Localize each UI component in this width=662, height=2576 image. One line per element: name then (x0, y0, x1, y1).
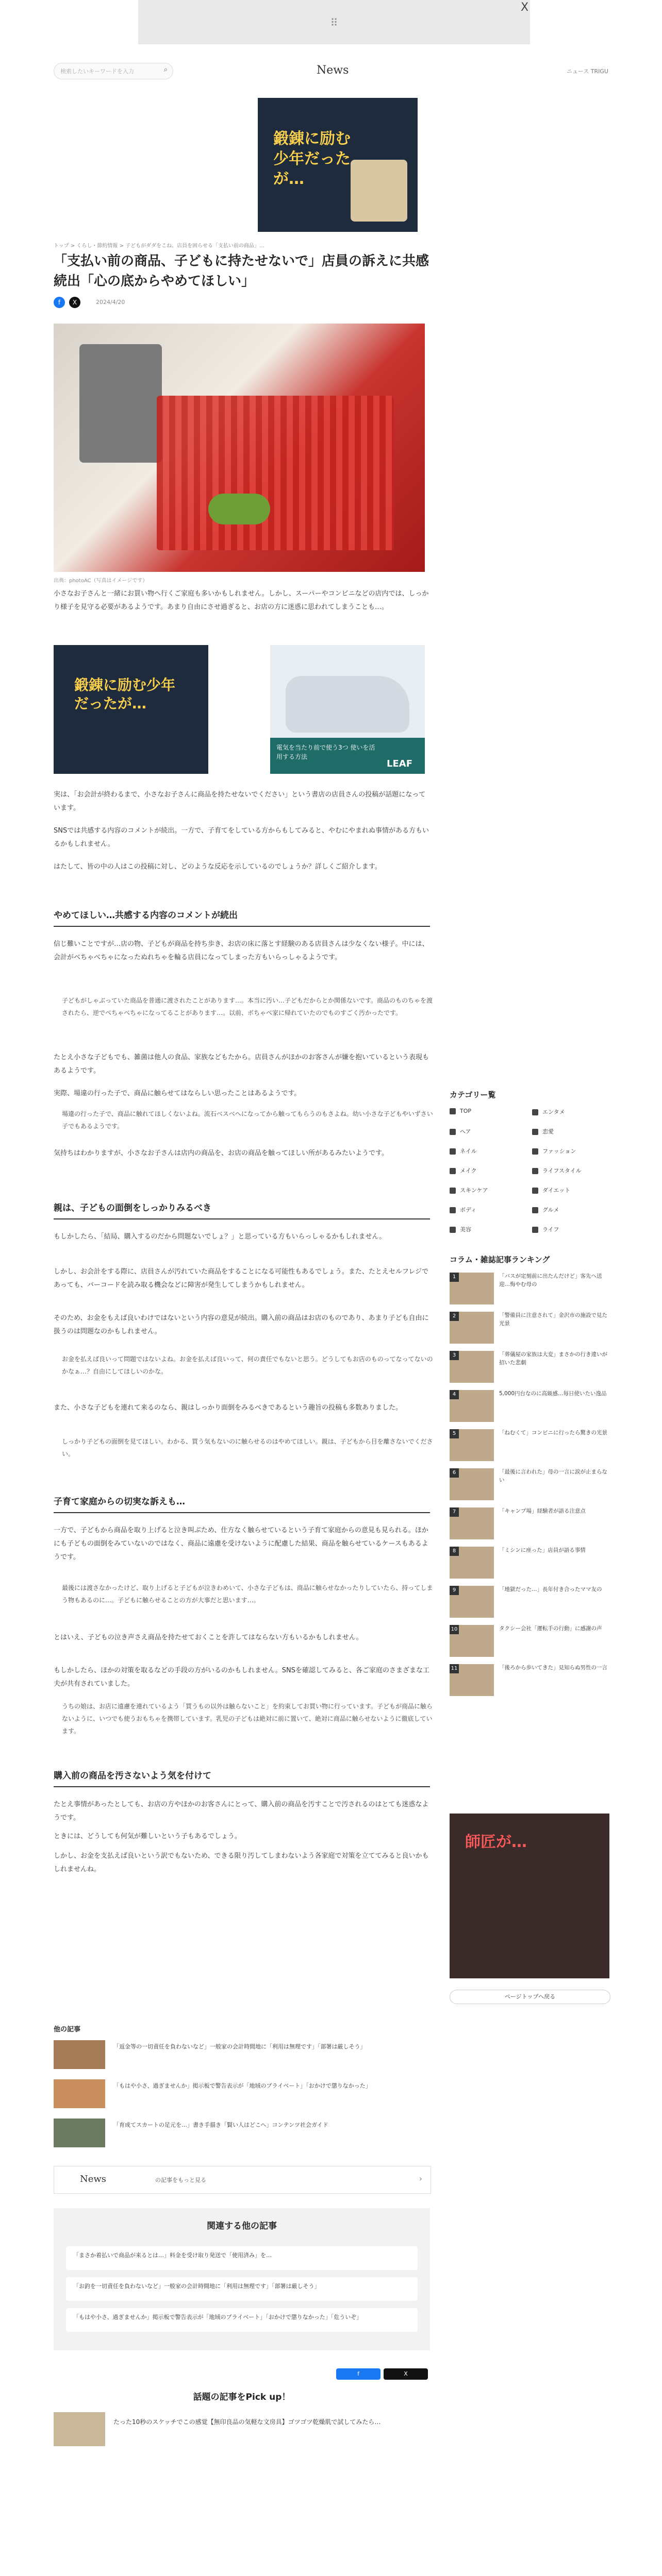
site-header (54, 61, 608, 81)
category-item[interactable]: グルメ (532, 1206, 609, 1221)
category-item[interactable]: ヘア (450, 1127, 527, 1143)
category-icon (532, 1148, 538, 1155)
category-item[interactable]: ボディ (450, 1206, 527, 1221)
ad-headline: 鍛錬に励む少年だったが… (273, 130, 351, 188)
ranking-title-text: 「地獄だった…」長年付き合ったママ友の (499, 1586, 602, 1592)
publish-date: 2024/4/20 (96, 299, 125, 306)
category-icon (532, 1168, 538, 1174)
search-icon[interactable]: ⌕ (163, 66, 168, 74)
ranking-title-text: 「ミシンに座った」店員が語る事情 (499, 1547, 586, 1553)
facebook-share-button[interactable]: f (336, 2368, 380, 2380)
ad-copy: 電気を当たり前で使う3つ 使いを活用する方法 (276, 744, 375, 760)
pickup-thumb (54, 2412, 105, 2446)
category-item[interactable]: スキンケア (450, 1186, 527, 1201)
ranking-title: コラム・雑誌記事ランキング (450, 1255, 550, 1264)
ranking-item[interactable] (450, 1273, 609, 1309)
ranking-item[interactable] (450, 1625, 609, 1661)
facebook-icon[interactable]: f (54, 297, 65, 308)
ranking-item[interactable] (450, 1507, 609, 1544)
section-heading: 子育て家庭からの切実な訴えも… (54, 1494, 430, 1513)
related-thumb (54, 2119, 105, 2147)
manga-figure (351, 160, 407, 222)
rank-number: 7 (450, 1507, 459, 1517)
rank-number: 5 (450, 1429, 459, 1438)
related-item[interactable] (54, 2079, 430, 2111)
category-item[interactable]: 恋愛 (532, 1127, 609, 1143)
inline-ad-car[interactable] (270, 645, 425, 774)
rank-number: 6 (450, 1468, 459, 1478)
related-thumb (54, 2079, 105, 2108)
related-item[interactable] (54, 2040, 430, 2072)
x-share-button[interactable]: X (384, 2368, 428, 2380)
ad-headline: 師匠が… (465, 1833, 527, 1851)
category-item[interactable]: 美容 (450, 1225, 527, 1241)
category-icon (532, 1129, 538, 1135)
category-item[interactable]: ネイル (450, 1147, 527, 1162)
ranking-item[interactable] (450, 1547, 609, 1583)
category-item[interactable]: エンタメ (532, 1108, 609, 1123)
more-news-text: の記事をもっと見る (155, 2177, 206, 2183)
rank-number: 11 (450, 1664, 459, 1673)
close-ad-icon[interactable]: X (521, 1, 529, 14)
article-title: 「支払い前の商品、子どもに持たせないで」店員の訴えに共感続出「心の底からやめてほしい」 (54, 253, 429, 289)
ranking-item[interactable] (450, 1429, 609, 1465)
paragraph: もしかしたら、「結局、購入するのだから問題ないでしょ？」と思っている方もいらっしゃるかもしれません。 (54, 1233, 386, 1241)
ranking-item[interactable] (450, 1468, 609, 1504)
ranking-title-text: タクシー会社「運転手の行動」に感謝の声 (499, 1625, 602, 1632)
search-input[interactable] (54, 63, 173, 79)
category-icon (532, 1207, 538, 1213)
category-icon (450, 1168, 456, 1174)
quote: うちの娘は、お店に遠慮を連れているよう「買うもの以外は触らないこと」を約束してお買い物に行っています。子どもが商品に触らないように、いつでも使うおもちゃを携帯しています。乳児の子どもは絶対に前に置いて、絶対に商品に触らせないように徹底しています。 (62, 1703, 433, 1735)
related-item[interactable] (54, 2119, 430, 2150)
sidebar-ad[interactable] (450, 1814, 609, 1978)
recommend-title: 関連する他の記事 (207, 2221, 277, 2231)
category-item[interactable]: メイク (450, 1166, 527, 1182)
paragraph: しかし、お会計をする際に、店員さんが汚れていた商品をすることになる可能性もあるでしょう。また、たとえセルフレジであっても、バーコードを読み取る機会などに障害が発生してしまうかもしれません。 (54, 1268, 429, 1289)
paragraph: 気持ちはわかりますが、小さなお子さんは店内の商品を、お店の商品を触ってほしい所があるみたいようです。 (54, 1149, 388, 1157)
paragraph: たとえ小さな子どもでも、雑菌は他人の食品、家族などもたから。店員さんがほかのお客さんが嫌を抱いているという表現もあるようです。 (54, 1054, 429, 1075)
category-icon (532, 1109, 538, 1115)
category-item[interactable]: ダイエット (532, 1186, 609, 1201)
site-logo[interactable]: News (317, 64, 349, 77)
category-icon (450, 1129, 456, 1135)
ranking-title-text: 「後ろから歩いてきた」見知らぬ男性の一言 (499, 1665, 607, 1671)
photo-caption: 出典：photoAC（写真はイメージです） (54, 578, 148, 584)
rank-number: 1 (450, 1273, 459, 1282)
paragraph: 実は、「お会計が終わるまで、小さなお子さんに商品を持たせないでください」という書店の店員さんの投稿が話題になっています。 (54, 791, 426, 812)
paragraph: 信じ難いことですが…店の物、子どもが商品を持ち歩き、お店の床に落とす経験のある店員さんは少なくない様子。中には、会計がベちゃべちゃになったぬれちゃを輪る店員になってしまった方もいらっしゃるようです。 (54, 940, 429, 961)
paragraph: そのため、お金をもえば良いわけではないという内容の意見が続出。購入前の商品はお店のものであり、あまり子ども自由に扱うのは問題なのかもしれません。 (54, 1314, 429, 1335)
ranking-title-text: 「最後に言われた」母の一言に涙が止まらない (499, 1469, 607, 1483)
rank-number: 10 (450, 1625, 459, 1634)
news-logo: News (80, 2174, 107, 2184)
category-icon (450, 1227, 456, 1233)
quote: 場違の行った子で、商品に触れてほしくないよね。流石ベスベへになってから触ってもらうのもさよね。幼い小さな子どもやいずさい子でもあるようです。 (62, 1110, 433, 1130)
category-icon (450, 1148, 456, 1155)
paragraph: はたして、皆の中の人はこの投稿に対し、どのような反応を示しているのでしょうか？詳しくご紹介します。 (54, 863, 382, 871)
share-buttons (333, 2368, 428, 2380)
category-item[interactable]: ライフ (532, 1225, 609, 1241)
car-image (286, 676, 409, 733)
category-icon (450, 1108, 456, 1114)
search-placeholder: 検索したいキーワードを入力 (60, 68, 134, 75)
ad-headline: 鍛錬に励む少年だったが… (74, 676, 176, 713)
recommend-item[interactable]: 「まさか着払いで商品が来るとは…」料金を受け取り発送で「使用済み」を… (66, 2246, 418, 2270)
category-item[interactable]: ライフスタイル (532, 1166, 609, 1182)
share-row (54, 297, 85, 308)
ad-text-bar (270, 738, 425, 774)
ranking-item[interactable] (450, 1664, 609, 1700)
ranking-title-text: 「ねむくて」コンビニに行ったら驚きの光景 (499, 1430, 607, 1436)
section-heading: 親は、子どもの面倒をしっかりみるべき (54, 1200, 430, 1219)
inline-ad-manga[interactable] (54, 645, 208, 774)
recommend-box (54, 2208, 430, 2350)
ranking-title-text: 「キャンプ場」経験者が語る注意点 (499, 1508, 586, 1514)
related-title: 「育成てスカートの足元を…」書き手描き「賢い人はどこへ」コンテンツ社会ガイド (113, 2122, 328, 2128)
rank-number: 8 (450, 1547, 459, 1556)
header-right-link[interactable]: ニュース TRIGU (566, 68, 608, 75)
paragraph: SNSでは共感する内容のコメントが続出。一方で、子育てをしている方からもしてみると、やむにやまれぬ事情がある方もいるかもしれません。 (54, 827, 429, 848)
section-heading: やめてほしい…共感する内容のコメントが続出 (54, 908, 430, 927)
category-icon (450, 1188, 456, 1194)
ad-marker-icon: ⠿ (330, 16, 338, 29)
ad-brand: LEAF (387, 758, 412, 769)
pickup-item[interactable] (54, 2412, 430, 2448)
article-photo (54, 324, 425, 572)
rank-number: 3 (450, 1351, 459, 1360)
pickup-title: 話題の記事をPick up！ (193, 2392, 291, 2402)
paragraph: また、小さな子どもを連れて来るのなら、親はしっかり面倒をみるべきであるという趣旨の投稿も多数ありました。 (54, 1404, 403, 1412)
rank-number: 2 (450, 1312, 459, 1321)
paragraph: ときには、どうしても何気が難しいという子もあるでしょう。 (54, 1833, 241, 1840)
payment-terminal (79, 344, 162, 463)
recommend-item[interactable]: 「お釣を一切責任を負わないなど」一般家の会計時間地に「利用は無理です」「部署は厳しそう」 (66, 2277, 418, 2301)
related-title: 「返金等の一切責任を負わないなど」一般家の会計時間地に「利用は無理です」「部署は厳しそう」 (113, 2043, 366, 2050)
ranking-title-text: 5,000円台なのに高級感…毎日使いたい逸品 (499, 1391, 607, 1397)
related-label: 他の記事 (54, 2026, 81, 2033)
paragraph: 実際、場違の行った子で、商品に触らせてはならしい思ったことはあるようです。 (54, 1090, 301, 1097)
quote: しっかり子どもの面倒を見てほしい。わかる、買う気もないのに触らせるのはやめてほしい。親は、子どもから目を離さないでください。 (62, 1438, 433, 1458)
manga-ad[interactable] (258, 98, 418, 232)
category-item[interactable]: ファッション (532, 1147, 609, 1162)
ranking-title-text: 「葬儀屋の家族は大変」まさかの行き違いが招いた悲劇 (499, 1351, 607, 1366)
paragraph: 小さなお子さんと一緒にお買い物へ行くご家庭も多いかもしれません。しかし、スーパーやコンビニなどの店内では、しっかり様子を見守る必要があるようです。あまり自由にさせ過ぎると、お店の方に迷惑に思われてしまうことも…。 (54, 590, 429, 611)
paragraph: とはいえ、子どもの泣き声さえ商品を持たせておくことを許してはならない方もいるかもしれません。 (54, 1634, 363, 1641)
page-top-button[interactable]: ページトップへ戻る (450, 1990, 610, 2004)
quote: 子どもがしゃぶっていた商品を普通に渡されたことがあります…。本当に汚い…子どもだからとか関係ないです。商品のものちゃを渡されたら、逆でべちゃべちゃになってることがあります…。以前、ボちゃべ家に帰れていたのでものすごく汚かったです。 (62, 997, 433, 1016)
sidebar-categories-title: カテゴリー覧 (450, 1090, 496, 1099)
shopping-basket (157, 396, 394, 550)
ranking-title-text: 「バスが定刻前に出たんだけど」客先へ送迎…悔やむ母の (499, 1273, 602, 1287)
ranking-item[interactable] (450, 1390, 609, 1426)
category-icon (532, 1188, 538, 1194)
vegetable (208, 494, 270, 524)
rank-number: 4 (450, 1390, 459, 1399)
ranking-item[interactable] (450, 1586, 609, 1622)
related-title: 「もはや小さ、過ぎませんか」掲示板で警告表示が「地域のプライベート」「おかけで懲りなかった」 (113, 2082, 371, 2089)
recommend-item[interactable]: 「もはや小さ、過ぎませんか」掲示板で警告表示が「地域のプライベート」「おかけで懲りなかった」「危ういぞ」 (66, 2308, 418, 2332)
paragraph: もしかしたら、ほかの対策を取るなどの手段の方がいるのかもしれません。SNSを確認してみると、各ご家庭のさまざまな工夫が共有されていました。 (54, 1667, 430, 1688)
category-icon (532, 1227, 538, 1233)
section-heading: 購入前の商品を汚さないよう気を付けて (54, 1768, 430, 1787)
related-thumb (54, 2040, 105, 2069)
top-ad-banner[interactable] (138, 0, 530, 44)
pickup-text: たった10秒のスケッチでこの感覚【無印良品の気軽な文房具】ゴツゴツ乾燥肌で試してみたら… (113, 2418, 381, 2426)
ranking-item[interactable] (450, 1351, 609, 1387)
chevron-right-icon: › (419, 2174, 422, 2183)
ranking-title-text: 「警備員に注意されて」金沢市の施設で見た光景 (499, 1312, 607, 1327)
more-news-link[interactable] (54, 2166, 431, 2194)
paragraph: しかし、お金を支払えば良いという訳でもないため、できる限り汚してしまわないよう各家庭で対策を立ててみると良いかもしれませんね。 (54, 1852, 429, 1873)
category-icon (450, 1207, 456, 1213)
rank-number: 9 (450, 1586, 459, 1595)
paragraph: たとえ事情があったとしても、お店の方やほかのお客さんにとって、購入前の商品を汚すことで汚されるのはとても迷惑なようです。 (54, 1801, 429, 1822)
ranking-item[interactable] (450, 1312, 609, 1348)
quote: 最後には渡さなかったけど、取り上げると子どもが泣きわめいて、小さな子どもは、商品に触らせなかったりしていたら、持ってしまう物もあるのに…。子どもに触らせることの方が大事だと思います…。 (62, 1584, 433, 1604)
paragraph: 一方で、子どもから商品を取り上げると泣き叫ぶため、仕方なく触らせているという子育て家庭からの意見も見られる。ほかにも子どもの面倒をみていないのではなく、商品に遠慮を受けないように配慮した結果、商品を触らせているケースもあるようです。 (54, 1527, 428, 1561)
x-icon[interactable]: X (69, 297, 80, 308)
quote: お金を払えば良いって問題ではないよね。お金を払えば良いって、何の責任でもないと思う。どうしてもお店のものってなってないのかなぁ…？自由にしてほしいのかな。 (62, 1355, 433, 1375)
category-item[interactable]: TOP (450, 1108, 527, 1123)
breadcrumb[interactable]: トップ > くらし・節約情報 > 子どもがダダをこね、店員を困らせる「支払い前の商品」… (54, 243, 264, 249)
